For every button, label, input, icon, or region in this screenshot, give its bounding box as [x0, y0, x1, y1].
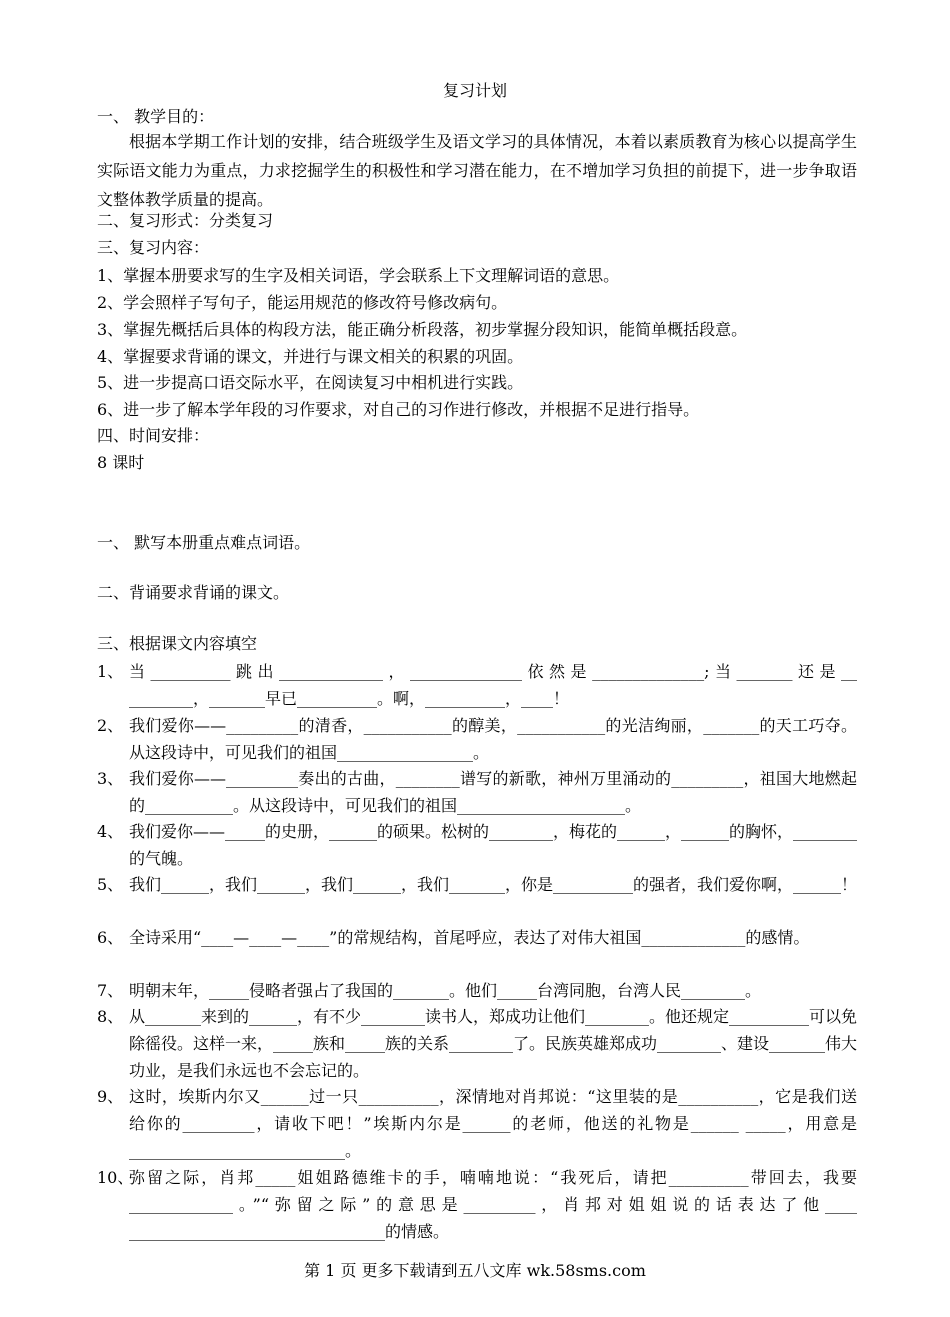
- fill-item: [97, 871, 857, 898]
- fill-item-text: 从_______来到的______，有不少________读书人，郑成功让他们________。他还规定__________可以免除徭役。这样一来，_____族和_____族的关系________了。民族英雄郑成功________、建设_______伟大功业，是我们永远也不会忘记的。: [129, 1007, 858, 1080]
- fill-item: [97, 658, 857, 712]
- fill-item-text: 明朝末年，_____侵略者强占了我国的_______。他们_____台湾同胞，台湾人民________。: [129, 981, 762, 1000]
- fill-item-number: 6、: [97, 928, 124, 947]
- fill-item-number: 9、: [97, 1087, 124, 1106]
- fill-item-number: 10、: [97, 1168, 134, 1187]
- fill-item-number: 1、: [97, 662, 124, 681]
- fill-item: [97, 1083, 857, 1164]
- content-item: 2、学会照样子写句子，能运用规范的修改符号修改病句。: [97, 293, 508, 312]
- fill-item-number: 8、: [97, 1007, 124, 1026]
- fill-item: [97, 924, 857, 951]
- fill-item-text: 这时，埃斯内尔又______过一只__________，深情地对肖邦说：“这里装的是__________，它是我们送给你的_________，请收下吧！”埃斯内尔是______的老师，他送的礼物是______ _____，用意是___________________________。: [129, 1087, 857, 1160]
- section3-heading: 三、复习内容：: [97, 238, 210, 257]
- content-item: 3、掌握先概括后具体的构段方法，能正确分析段落，初步掌握分段知识，能简单概括段意。: [97, 320, 748, 339]
- fill-item-text: 我们爱你——_____的史册，______的硕果。松树的________，梅花的______，______的胸怀，________的气魄。: [129, 822, 858, 868]
- fill-item: [97, 712, 857, 766]
- content-item: 4、掌握要求背诵的课文，并进行与课文相关的积累的巩固。: [97, 347, 524, 366]
- part2-item-1: 一、 默写本册重点难点词语。: [97, 533, 311, 552]
- section2-heading: 二、复习形式：分类复习: [97, 211, 274, 230]
- fill-item-number: 7、: [97, 981, 124, 1000]
- part2-item-3: 三、根据课文内容填空: [97, 634, 258, 653]
- page-footer: 第 1 页 更多下载请到五八文库 wk.58sms.com: [304, 1261, 646, 1280]
- fill-item: [97, 977, 857, 1004]
- fill-item-number: 2、: [97, 716, 124, 735]
- fill-item: [97, 765, 857, 819]
- section1-paragraph: 根据本学期工作计划的安排，结合班级学生及语文学习的具体情况，本着以素质教育为核心以提高学生实际语文能力为重点，力求挖掘学生的积极性和学习潜在能力，在不增加学习负担的前提下，进一步争取语文整体教学质量的提高。: [97, 132, 857, 209]
- page-title: 复习计划: [442, 81, 507, 100]
- section1-heading: 一、 教学目的：: [97, 107, 215, 126]
- fill-item-number: 3、: [97, 769, 124, 788]
- fill-item-text: 全诗采用“____—____—____”的常规结构，首尾呼应，表达了对伟大祖国_____________的感情。: [129, 928, 810, 947]
- content-item: 6、进一步了解本学年段的习作要求，对自己的习作进行修改，并根据不足进行指导。: [97, 400, 700, 419]
- fill-item: [97, 818, 857, 872]
- fill-item-text: 我们爱你——_________奏出的古曲，________谱写的新歌，神州万里涌动的_________，祖国大地燃起的___________。从这段诗中，可见我们的祖国_____________________。: [129, 769, 857, 815]
- content-item: 5、进一步提高口语交际水平，在阅读复习中相机进行实践。: [97, 373, 524, 392]
- fill-item-text: 当__________跳出_____________，______________依然是______________;当_______还是__ ________，_______早已__________。啊，__________，____！: [129, 662, 857, 708]
- fill-item-text: 弥留之际，肖邦_____姐姐路德维卡的手，喃喃地说：“我死后，请把__________带回去，我要_____________。”“弥留之际”的意思是_________，肖邦对姐姐说的话表达了他____ ________________________________的情感。: [129, 1168, 857, 1241]
- fill-item: [97, 1003, 857, 1084]
- content-item: 1、掌握本册要求写的生字及相关词语，学会联系上下文理解词语的意思。: [97, 266, 620, 285]
- hours-text: 8 课时: [97, 453, 145, 472]
- fill-item-text: 我们______，我们______，我们______，我们_______，你是__________的强者，我们爱你啊，______！: [129, 875, 858, 894]
- fill-item-text: 我们爱你——_________的清香，___________的醇美，___________的光洁绚丽，_______的天工巧夺。从这段诗中，可见我们的祖国_________________。: [129, 716, 857, 762]
- fill-item-number: 5、: [97, 875, 124, 894]
- fill-item: [97, 1164, 857, 1245]
- fill-item-number: 4、: [97, 822, 124, 841]
- part2-item-2: 二、背诵要求背诵的课文。: [97, 583, 290, 602]
- section4-heading: 四、时间安排：: [97, 426, 210, 445]
